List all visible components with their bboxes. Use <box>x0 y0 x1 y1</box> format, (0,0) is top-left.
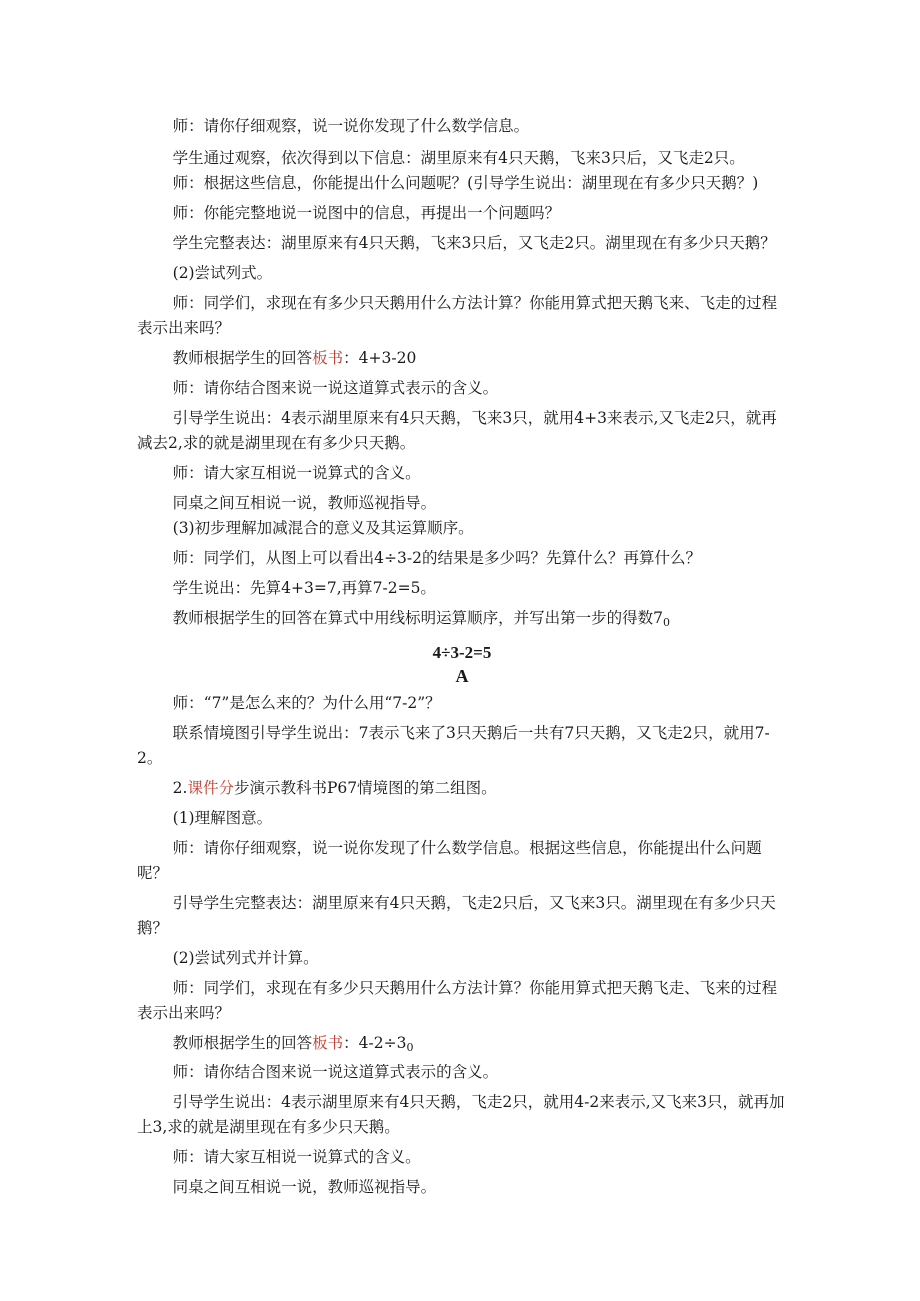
paragraph: 师：请你结合图来说一说这道算式表示的含义。 <box>172 379 499 397</box>
highlighted-text: 板书 <box>312 1034 344 1052</box>
paragraph <box>137 1031 787 1060</box>
paragraph: 师：你能完整地说一说图中的信息，再提出一个问题吗？ <box>172 204 561 222</box>
paragraph: 学生通过观察，依次得到以下信息：湖里原来有4只天鹅，飞来3只后，又飞走2只。 <box>172 149 745 167</box>
section-heading: (2)尝试列式并计算。 <box>172 949 319 967</box>
paragraph: 同桌之间互相说一说，教师巡视指导。 <box>172 1178 437 1196</box>
paragraph: 引导学生完整表达：湖里原来有4只天鹅，飞走2只后，又飞来3只。湖里现在有多少只天鹅？ <box>137 894 776 937</box>
section-heading: (1)理解图意。 <box>172 809 273 827</box>
text: 教师根据学生的回答在算式中用线标明运算顺序，并写出第一步的得数7 <box>172 609 664 627</box>
paragraph: 师：根据这些信息，你能提出什么问题呢？(引导学生说出：湖里现在有多少只天鹅？) <box>172 174 759 192</box>
paragraph: 同桌之间互相说一说，教师巡视指导。 <box>172 494 437 512</box>
formula: 4÷3-2=5 <box>432 643 492 662</box>
paragraph: 师：同学们，从图上可以看出4÷3-2的结果是多少吗？先算什么？再算什么？ <box>172 549 701 567</box>
subscript: 0 <box>406 1041 414 1054</box>
text: ：4+3-20 <box>343 349 417 367</box>
paragraph <box>137 776 787 801</box>
paragraph: 引导学生说出：4表示湖里原来有4只天鹅，飞来3只，就用4+3来表示,又飞走2只，就再减去2,求的就是湖里现在有多少只天鹅。 <box>137 409 777 452</box>
text: ：4-2÷3 <box>343 1034 407 1052</box>
text: 教师根据学生的回答 <box>172 349 313 367</box>
paragraph: 师：请大家互相说一说算式的含义。 <box>172 1148 421 1166</box>
document-page <box>137 0 787 1200</box>
paragraph <box>137 346 787 371</box>
highlighted-text: 课件分 <box>187 779 234 797</box>
text: 步演示教科书P67情境图的第二组图。 <box>233 779 497 797</box>
paragraph: 引导学生说出：4表示湖里原来有4只天鹅，飞走2只，就用4-2来表示,又飞来3只，就再加上3,求的就是湖里现在有多少只天鹅。 <box>137 1093 785 1136</box>
paragraph: 师：请大家互相说一说算式的含义。 <box>172 464 421 482</box>
section-heading: (2)尝试列式。 <box>172 264 273 282</box>
paragraph: 联系情境图引导学生说出：7表示飞来了3只天鹅后一共有7只天鹅，又飞走2只，就用7-2。 <box>137 724 770 767</box>
text: 教师根据学生的回答 <box>172 1034 313 1052</box>
paragraph: 学生说出：先算4+3=7,再算7-2=5。 <box>172 579 436 597</box>
subscript: 0 <box>663 616 671 629</box>
formula-mark: A <box>455 666 469 686</box>
section-heading: (3)初步理解加减混合的意义及其运算顺序。 <box>172 519 474 537</box>
paragraph: 师：“7”是怎么来的？为什么用“7-2”？ <box>172 694 441 712</box>
paragraph: 学生完整表达：湖里原来有4只天鹅，飞来3只后，又飞走2只。湖里现在有多少只天鹅？ <box>172 234 776 252</box>
paragraph <box>137 606 787 635</box>
paragraph: 师：请你仔细观察，说一说你发现了什么数学信息。根据这些信息，你能提出什么问题呢？ <box>137 839 762 882</box>
paragraph: 师：同学们，求现在有多少只天鹅用什么方法计算？你能用算式把天鹅飞来、飞走的过程表示出来吗？ <box>137 294 778 337</box>
paragraph: 师：请你仔细观察，说一说你发现了什么数学信息。 <box>172 117 530 135</box>
paragraph: 师：请你结合图来说一说这道算式表示的含义。 <box>172 1063 499 1081</box>
text: 2. <box>172 779 188 797</box>
paragraph: 师：同学们，求现在有多少只天鹅用什么方法计算？你能用算式把天鹅飞走、飞来的过程表示出来吗？ <box>137 979 778 1022</box>
highlighted-text: 板书 <box>312 349 344 367</box>
